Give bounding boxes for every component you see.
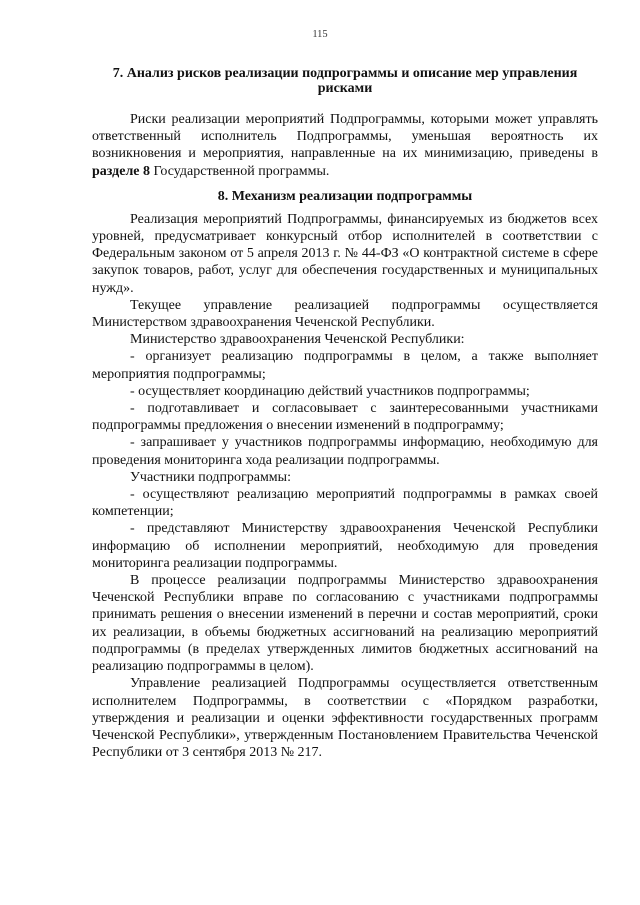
ministry-duty-2: - осуществляет координацию действий участников подпрограммы; (130, 383, 530, 399)
page-number: 115 (312, 29, 328, 40)
participant-duty-1: - осуществляют реализацию мероприятий подпрограммы в рамках своей компетенции; (92, 487, 598, 520)
section-7-text-start: Риски реализации мероприятий Подпрограммы, которыми может управлять ответственный исполнитель Подпрограммы, уменьшая вероятность их возникновения и мероприятия, направленные на их минимизацию, приведены в (92, 112, 598, 162)
ministry-duty-4: - запрашивает у участников подпрограммы информацию, необходимую для проведения мониторинга хода реализации подпрограммы. (92, 435, 598, 468)
section-7-text-end: Государственной программы. (150, 163, 330, 179)
section-8-heading: 8. Механизм реализации подпрограммы (217, 188, 473, 204)
section-7-paragraph (92, 111, 598, 180)
section-8-paragraph-changes: В процессе реализации подпрограммы Министерство здравоохранения Чеченской Республики вправе по согласованию с участниками подпрограммы принимать решения о внесении изменений в перечни и состав мероприятий, сроки их реализации, в объемы бюджетных ассигнований на реализацию мероприятий подпрограммы (в пределах утвержденных лимитов бюджетных ассигнований на реализацию подпрограммы в целом). (92, 573, 598, 675)
section-8-paragraph-1: Реализация мероприятий Подпрограммы, финансируемых из бюджетов всех уровней, предусматривает конкурсный отбор исполнителей в соответствии с Федеральным законом от 5 апреля 2013 г. № 44-ФЗ «О контрактной системе в сфере закупок товаров, работ, услуг для обеспечения государственных и муниципальных нужд». (92, 211, 598, 296)
ministry-duty-1: - организует реализацию подпрограммы в целом, а также выполняет мероприятия подпрограммы; (92, 349, 598, 382)
section-7-heading: 7. Анализ рисков реализации подпрограммы и описание мер управления рисками (112, 66, 578, 96)
page-content (92, 66, 598, 761)
section-7-bold-reference: разделе 8 (92, 163, 151, 179)
participant-duty-2: - представляют Министерству здравоохранения Чеченской Республики информацию об исполнении мероприятий, необходимую для проведения мониторинга реализации подпрограммы. (92, 521, 598, 571)
ministry-duty-3: - подготавливает и согласовывает с заинтересованными участниками подпрограммы предложения о внесении изменений в подпрограмму; (92, 401, 598, 434)
section-8-paragraph-3: Министерство здравоохранения Чеченской Республики: (130, 332, 465, 348)
section-8-paragraph-participants: Участники подпрограммы: (130, 469, 291, 485)
section-8-paragraph-2: Текущее управление реализацией подпрограммы осуществляется Министерством здравоохранения Чеченской Республики. (92, 297, 598, 331)
section-8-paragraph-management: Управление реализацией Подпрограммы осуществляется ответственным исполнителем Подпрограммы, в соответствии с «Порядком разработки, утверждения и реализации и оценки эффективности государственных программ Чеченской Республики», утвержденным Постановлением Правительства Чеченской Республики от 3 сентября 2013 № 217. (92, 676, 598, 761)
